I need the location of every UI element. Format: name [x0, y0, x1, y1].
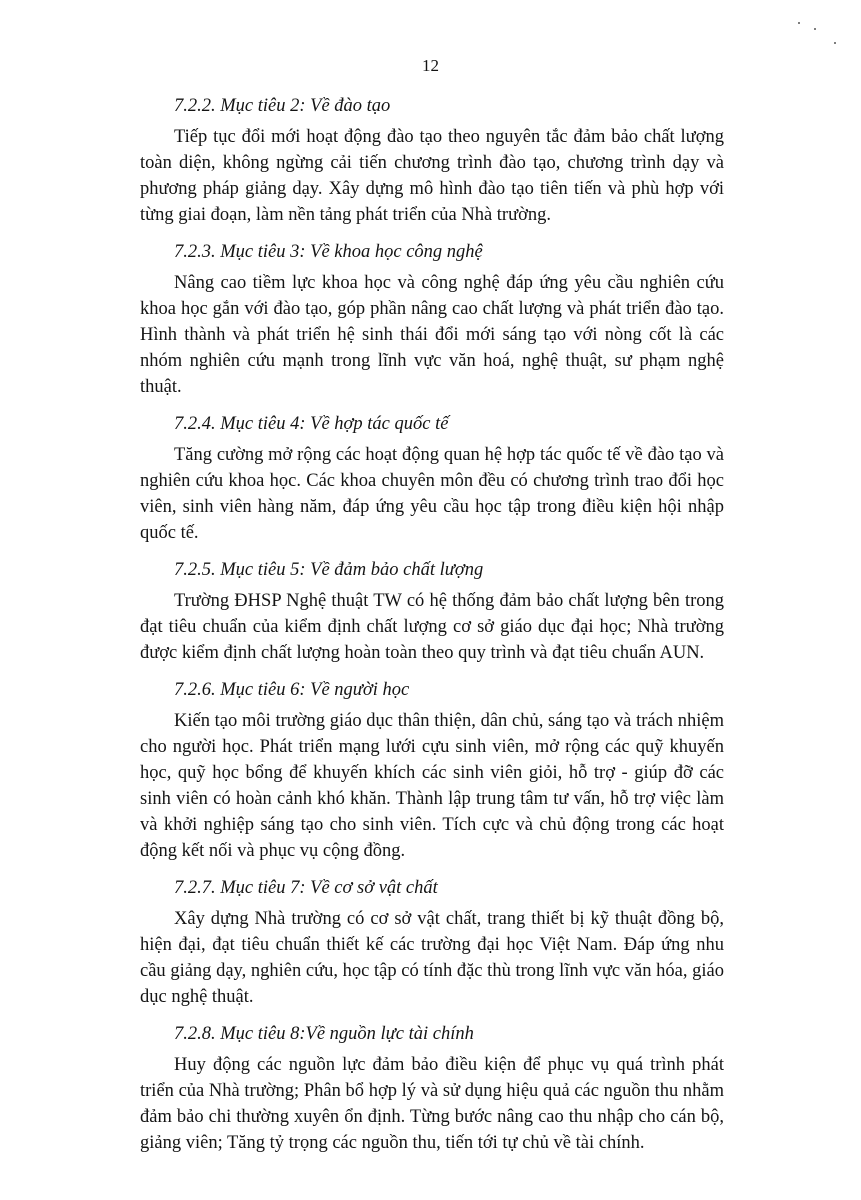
- section-objective-2: [140, 92, 724, 228]
- section-heading: 7.2.2. Mục tiêu 2: Về đào tạo: [174, 96, 391, 116]
- scan-speck: [798, 22, 800, 24]
- section-paragraph: Trường ĐHSP Nghệ thuật TW có hệ thống đảm bảo chất lượng bên trong đạt tiêu chuẩn của kiểm định chất lượng cơ sở giáo dục đại học; Nhà trường được kiểm định chất lượng hoàn toàn theo quy trình và đạt tiêu chuẩn AUN.: [140, 591, 724, 663]
- section-objective-5: [140, 556, 724, 666]
- section-paragraph: Xây dựng Nhà trường có cơ sở vật chất, trang thiết bị kỹ thuật đồng bộ, hiện đại, đạt tiêu chuẩn thiết kế các trường đại học Việt Nam. Đáp ứng nhu cầu giảng dạy, nghiên cứu, học tập có tính đặc thù trong lĩnh vực văn hóa, giáo dục nghệ thuật.: [140, 909, 724, 1007]
- page-number: 12: [422, 56, 439, 75]
- section-paragraph: Kiến tạo môi trường giáo dục thân thiện, dân chủ, sáng tạo và trách nhiệm cho người học. Phát triển mạng lưới cựu sinh viên, mở rộng các quỹ khuyến học, quỹ học bổng để khuyến khích các sinh viên giỏi, hỗ trợ - giúp đỡ các sinh viên có hoàn cảnh khó khăn. Thành lập trung tâm tư vấn, hỗ trợ việc làm và khởi nghiệp sáng tạo cho sinh viên. Tích cực và chủ động trong các hoạt động kết nối và phục vụ cộng đồng.: [140, 711, 724, 861]
- section-heading: 7.2.6. Mục tiêu 6: Về người học: [174, 680, 410, 700]
- section-objective-4: [140, 410, 724, 546]
- section-paragraph: Tăng cường mở rộng các hoạt động quan hệ hợp tác quốc tế về đào tạo và nghiên cứu khoa học. Các khoa chuyên môn đều có chương trình trao đổi học viên, sinh viên hàng năm, đáp ứng yêu cầu học tập trong điều kiện hội nhập quốc tế.: [140, 445, 724, 543]
- section-heading: 7.2.5. Mục tiêu 5: Về đảm bảo chất lượng: [174, 560, 484, 580]
- section-heading: 7.2.4. Mục tiêu 4: Về hợp tác quốc tế: [174, 414, 449, 434]
- section-heading: 7.2.3. Mục tiêu 3: Về khoa học công nghệ: [174, 242, 483, 262]
- section-paragraph: Tiếp tục đổi mới hoạt động đào tạo theo nguyên tắc đảm bảo chất lượng toàn diện, không ngừng cải tiến chương trình đào tạo, chương trình dạy và phương pháp giảng dạy. Xây dựng mô hình đào tạo tiên tiến và phù hợp với từng giai đoạn, làm nền tảng phát triển của Nhà trường.: [140, 127, 724, 225]
- section-heading: 7.2.8. Mục tiêu 8:Về nguồn lực tài chính: [174, 1024, 474, 1044]
- document-body: [140, 92, 724, 1166]
- section-paragraph: Nâng cao tiềm lực khoa học và công nghệ đáp ứng yêu cầu nghiên cứu khoa học gắn với đào tạo, góp phần nâng cao chất lượng và phát triển đào tạo. Hình thành và phát triển hệ sinh thái đổi mới sáng tạo với nòng cốt là các nhóm nghiên cứu mạnh trong lĩnh vực văn hoá, nghệ thuật, sư phạm nghệ thuật.: [140, 273, 724, 397]
- section-objective-8: [140, 1020, 724, 1156]
- scan-speck: [814, 28, 816, 30]
- scan-speck: [834, 42, 836, 44]
- section-objective-3: [140, 238, 724, 400]
- section-objective-6: [140, 676, 724, 864]
- section-objective-7: [140, 874, 724, 1010]
- section-paragraph: Huy động các nguồn lực đảm bảo điều kiện để phục vụ quá trình phát triển của Nhà trường; Phân bổ hợp lý và sử dụng hiệu quả các nguồn thu nhằm đảm bảo chi thường xuyên ổn định. Từng bước nâng cao thu nhập cho cán bộ, giảng viên; Tăng tỷ trọng các nguồn thu, tiến tới tự chủ về tài chính.: [140, 1055, 724, 1153]
- section-heading: 7.2.7. Mục tiêu 7: Về cơ sở vật chất: [174, 878, 438, 898]
